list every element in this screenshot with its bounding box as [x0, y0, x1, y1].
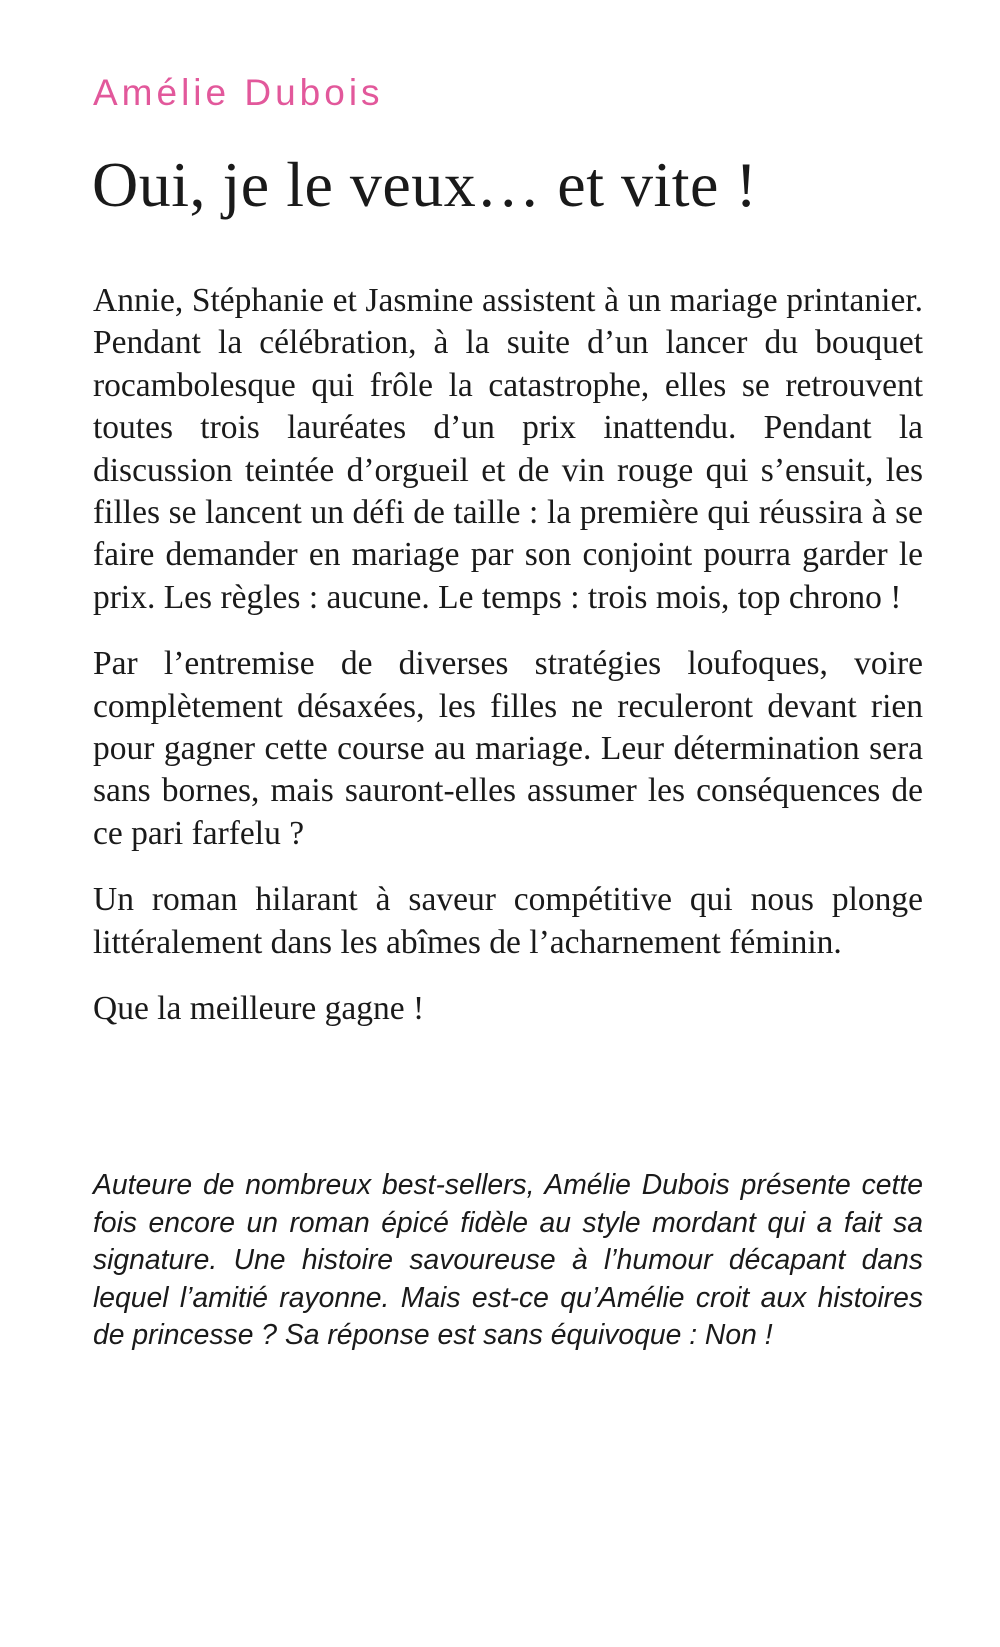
synopsis [93, 280, 923, 1055]
synopsis-paragraph-2: Par l’entremise de diverses stratégies loufoques, voire complètement désaxées, les filles ne reculeront devant rien pour gagner cette course au mariage. Leur détermination sera sans bornes, mais sauront-elles assumer les conséquences de ce pari farfelu ? [93, 645, 923, 852]
synopsis-paragraph-3: Un roman hilarant à saveur compétitive qui nous plonge littéralement dans les abîmes de l’acharnement féminin. [93, 881, 923, 961]
author-name: Amélie Dubois [93, 72, 384, 113]
synopsis-paragraph-4: Que la meilleure gagne ! [93, 990, 425, 1028]
book-title: Oui, je le veux… et vite ! [92, 149, 758, 220]
synopsis-paragraph-1: Annie, Stéphanie et Jasmine assistent à un mariage printanier. Pendant la célébration, à la suite d’un lancer du bouquet rocambolesque qui frôle la catastrophe, elles se retrouvent toutes trois lauréates d’un prix inattendu. Pendant la discussion teintée d’orgueil et de vin rouge qui s’ensuit, les filles se lancent un défi de taille : la première qui réussira à se faire demander en mariage par son conjoint pourra garder le prix. Les règles : aucune. Le temps : trois mois, top chrono ! [93, 282, 923, 616]
author-blurb: Auteure de nombreux best-sellers, Amélie Dubois présente cette fois encore un roman épicé fidèle au style mordant qui a fait sa signature. Une histoire savoureuse à l’humour décapant dans lequel l’amitié rayonne. Mais est-ce qu’Amélie croit aux histoires de princesse ? Sa réponse est sans équivoque : Non ! [93, 1168, 923, 1350]
